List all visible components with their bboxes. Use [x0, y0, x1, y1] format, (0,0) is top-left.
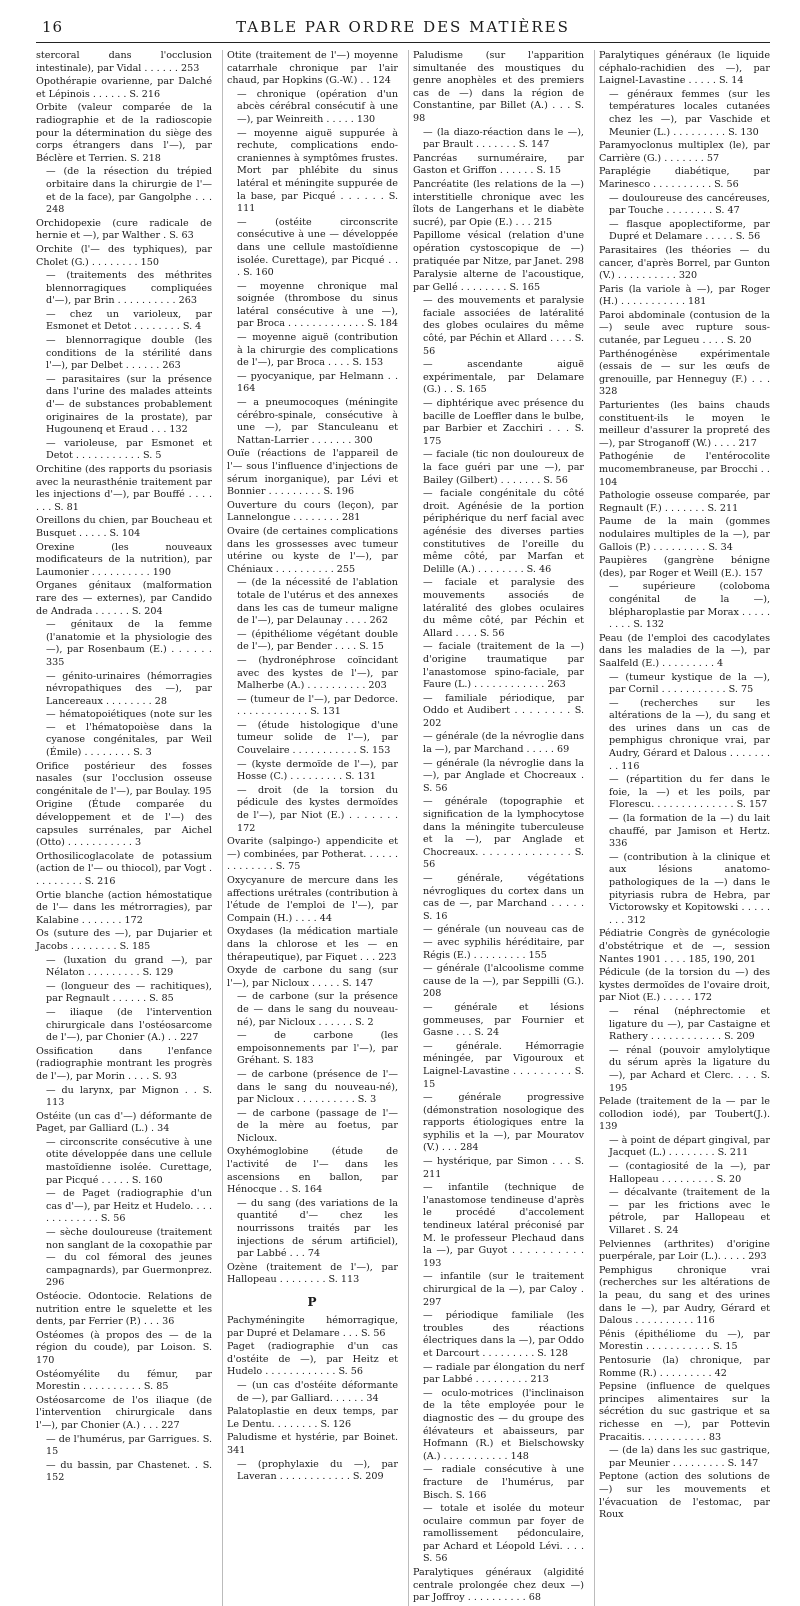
- index-subentry: — blennorragique double (les conditions de la stérilité dans l'—), par Delbet . . . . . . 263: [46, 335, 212, 372]
- index-entry: Palatoplastie en deux temps, par Le Dentu. . . . . . . . S. 126: [227, 1406, 398, 1430]
- index-entry: Paris (la variole à —), par Roger (H.) . . . . . . . . . . . 181: [599, 283, 770, 308]
- index-entry: Pepsine (influence de quelques principes alimentaires sur la sécrétion du suc gastrique et sa richesse en —), par Pottevin Pracaitis. . . . . . . . . . . 83: [599, 1381, 770, 1443]
- index-subentry: — sèche douloureuse (traitement non sanglant de la coxopathie par — du col fémoral des jeunes campagnards), par Guermonprez. 296: [46, 1227, 212, 1289]
- index-subentry: — de carbone (passage de l'— de la mère au foetus, par Nicloux.: [237, 1107, 398, 1144]
- index-subentry: — (recherches sur les altérations de la —), du sang et des urines dans un cas de pemphigus chronique vrai, par Audry, Gérard et Dalous . . . . . . . . . 116: [609, 697, 770, 772]
- index-subentry: — générale (un nouveau cas de — avec syphilis héréditaire, par Régis (E.) . . . . . . . . . 155: [423, 924, 584, 961]
- index-subentry: — hystérique, par Simon . . . S. 211: [423, 1156, 584, 1180]
- index-entry: Ovarite (salpingo-) appendicite et —) combinées, par Potherat. . . . . . . . . . . . . . S. 75: [227, 836, 398, 873]
- index-subentry: — faciale (tic non douloureux de la face guéri par une —), par Bailey (Gilbert) . . . . . . . S. 56: [423, 449, 584, 486]
- index-subentry: — générale et lésions gommeuses, par Fournier et Gasne . . . S. 24: [423, 1001, 584, 1039]
- index-entry: stercoral dans l'occlusion intestinale), par Vidal . . . . . . 253: [36, 50, 212, 74]
- index-subentry: — périodique familiale (les troubles des réactions électriques dans la —), par Oddo et Darcourt . . . . . . . . . S. 128: [423, 1310, 584, 1359]
- index-subentry: — (la formation de la —) du lait chauffé, par Jamison et Hertz. 336: [609, 813, 770, 850]
- index-entry: Pédicule (de la torsion du —) des kystes dermoïdes de l'ovaire droit, par Niot (E.) . . . . . 172: [599, 967, 770, 1004]
- index-entry: Organes génitaux (malformation rare des — externes), par Candido de Andrada . . . . . . S. 204: [36, 580, 212, 617]
- index-entry: Oreillons du chien, par Boucheau et Busquet . . . . . S. 104: [36, 515, 212, 539]
- index-subentry: — générale (topographie et signification de la lymphocytose dans la méningite tuberculeuse et la —), par Anglade et Chocreaux. . . . . . . . . . . . . . S. 56: [423, 796, 584, 871]
- index-entry: Pentosurie (la) chronique, par Romme (R.) . . . . . . . . . 42: [599, 1354, 770, 1379]
- index-subentry: — flasque apoplectiforme, par Dupré et Delamare . . . . . S. 56: [609, 218, 770, 243]
- index-entry: Paralytiques généraux (algidité centrale prolongée chez deux —) par Joffroy . . . . . . . . . . 68: [413, 1567, 584, 1604]
- index-subentry: — faciale (traitement de la —) d'origine traumatique par l'anastomose spino-faciale, par Faure (L.) . . . . . . . . . . . . 263: [423, 641, 584, 691]
- index-entry: Paludisme et hystérie, par Boinet. 341: [227, 1432, 398, 1456]
- index-subentry: — oculo-motrices (l'inclinaison de la tête employée pour le diagnostic des — du groupe des élévateurs et abaisseurs, par Hofmann (R.) et Bielschowsky (A.) . . . . . . . . . . . 148: [423, 1387, 584, 1462]
- index-entry: Pénis (épithéliome du —), par Morestin . . . . . . . . . . . S. 15: [599, 1328, 770, 1353]
- index-entry: Parthénogénèse expérimentale (essais de — sur les œufs de grenouille, par Henneguy (F.) . . . 328: [599, 348, 770, 398]
- index-columns: [36, 50, 770, 1604]
- index-subentry: — chez un varioleux, par Esmonet et Detot . . . . . . . . S. 4: [46, 308, 212, 333]
- index-subentry: — de carbone (présence de l'— dans le sang du nouveau-né), par Nicloux . . . . . . . . . . S. 3: [237, 1068, 398, 1106]
- index-subentry: — supérieure (coloboma congénital de la —), blépharoplastie par Morax . . . . . . . . . S. 132: [609, 581, 770, 631]
- index-subentry: — rénal (néphrectomie et ligature du —), par Castaigne et Rathery . . . . . . . . . . . . S. 209: [609, 1005, 770, 1043]
- index-subentry: — des mouvements et paralysie faciale associées de latéralité des globes oculaires du même côté, par Péchin et Allard . . . . S. 56: [423, 295, 584, 357]
- index-entry: Paludisme (sur l'apparition simultanée des moustiques du genre anophèles et des premiers cas de —) dans la région de Constantine, par Billet (A.) . . . S. 98: [413, 50, 584, 124]
- index-subentry: — ascendante aiguë expérimentale, par Delamare (G.) . . S. 165: [423, 359, 584, 396]
- page-title: TABLE PAR ORDRE DES MATIÈRES: [236, 18, 570, 36]
- index-subentry: — moyenne aiguë (contribution à la chirurgie des complications de l'—), par Broca . . . . S. 153: [237, 332, 398, 369]
- index-subentry: — radiale par élongation du nerf par Labbé . . . . . . . . . 213: [423, 1361, 584, 1386]
- index-entry: Pelviennes (arthrites) d'origine puerpérale, par Loir (L.). . . . . 293: [599, 1238, 770, 1263]
- index-subentry: — décalvante (traitement de la — par les frictions avec le pétrole, par Hallopeau et Villaret . S. 24: [609, 1187, 770, 1237]
- index-subentry: — moyenne chronique mal soignée (thrombose du sinus latéral consécutive à une —), par Broca . . . . . . . . . . . . . S. 184: [237, 280, 398, 330]
- index-subentry: — (un cas d'ostéite déformante de —), par Galliard. . . . . . 34: [237, 1379, 398, 1404]
- index-entry: Orexine (les nouveaux modificateurs de la nutrition), par Laumonier . . . . . . . . . . 190: [36, 541, 212, 578]
- index-entry: Paramyoclonus multiplex (le), par Carrière (G.) . . . . . . . 57: [599, 140, 770, 164]
- index-entry: Orifice postérieur des fosses nasales (sur l'occlusion osseuse congénitale de l'—), par Boulay. 195: [36, 760, 212, 797]
- index-subentry: — de carbone (les empoisonnements par l'—), par Gréhant. S. 183: [237, 1030, 398, 1067]
- index-subentry: — (étude histologique d'une tumeur solide de l'—), par Couvelaire . . . . . . . . . . . S. 153: [237, 719, 398, 757]
- index-subentry: — (tumeur kystique de la —), par Cornil . . . . . . . . . . . S. 75: [609, 671, 770, 696]
- index-entry: Pancréatite (les relations de la —) interstitielle chronique avec les îlots de Langerhans et le diabète sucré), par Opie (E.) . . . 215: [413, 178, 584, 228]
- index-subentry: — (de la résection du trépied orbitaire dans la chirurgie de l'— et de la face), par Gangolphe . . . 248: [46, 166, 212, 216]
- index-entry: Pédiatrie Congrès de gynécologie d'obstétrique et de —, session Nantes 1901 . . . . 185, 190, 201: [599, 928, 770, 965]
- index-entry: Orbite (valeur comparée de la radiographie et de la radioscopie pour la détermination du siège des corps étrangers dans l'—), par Béclère et Terrien. S. 218: [36, 102, 212, 164]
- index-subentry: — infantile (sur le traitement chirurgical de la —), par Caloy . 297: [423, 1271, 584, 1308]
- index-column-1: [36, 50, 212, 1606]
- index-subentry: — (tumeur de l'—), par Dedorce. . . . . . . . . . . . . S. 131: [237, 693, 398, 718]
- index-subentry: — (contribution à la clinique et aux lésions anatomo-pathologiques de la —) dans le pityriasis rubra de Hebra, par Victorowsky et Kopitowski . . . . . . . . 312: [609, 851, 770, 926]
- index-entry: Ostéomes (à propos des — de la région du coude), par Loison. S. 170: [36, 1329, 212, 1366]
- index-entry: Peau (de l'emploi des cacodylates dans les maladies de la —), par Saalfeld (E.) . . . . . . . . . 4: [599, 632, 770, 669]
- index-subentry: — génitaux de la femme (l'anatomie et la physiologie des —), par Rosenbaum (E.) . . . . . . 335: [46, 619, 212, 668]
- index-subentry: — du larynx, par Mignon . . S. 113: [46, 1084, 212, 1109]
- index-subentry: — générale (de la névroglie dans la —), par Marchand . . . . . 69: [423, 731, 584, 756]
- index-entry: Paralysie alterne de l'acoustique, par Gellé . . . . . . . . S. 165: [413, 269, 584, 293]
- index-subentry: — générale (la névroglie dans la —), par Anglade et Chocreaux . S. 56: [423, 757, 584, 794]
- index-entry: Peptone (action des solutions de —) sur les mouvements et l'évacuation de l'estomac, par Roux: [599, 1471, 770, 1521]
- index-subentry: — circonscrite consécutive à une otite développée dans une cellule mastoïdienne isolée. Curettage, par Picqué . . . . . S. 160: [46, 1136, 212, 1186]
- index-entry: Paralytiques généraux (le liquide céphalo-rachidien des —), par Laignel-Lavastine . . . . . S. 14: [599, 50, 770, 87]
- index-entry: Ouverture du cours (leçon), par Lannelongue . . . . . . . . 281: [227, 499, 398, 524]
- index-subentry: — de l'humérus, par Garrigues. S. 15: [46, 1433, 212, 1458]
- index-entry: Ostéosarcome de l'os iliaque (de l'intervention chirurgicale dans l'—), par Chonier (A.) . . . 227: [36, 1394, 212, 1431]
- index-subentry: — (la diazo-réaction dans le —), par Brault . . . . . . . S. 147: [423, 126, 584, 151]
- index-entry: Ozène (traitement de l'—), par Hallopeau . . . . . . . . S. 113: [227, 1261, 398, 1286]
- index-entry: Ortie blanche (action hémostatique de l'— dans les métrorragies), par Kalabine . . . . . . . 172: [36, 889, 212, 926]
- index-subentry: — de carbone (sur la présence de — dans le sang du nouveau-né), par Nicloux . . . . . . S. 2: [237, 991, 398, 1028]
- index-entry: Ostéite (un cas d'—) déformante de Paget, par Galliard (L.) . 34: [36, 1110, 212, 1135]
- index-column-3: [408, 50, 584, 1606]
- index-subentry: — (contagiosité de la —), par Hallopeau . . . . . . . . . S. 20: [609, 1161, 770, 1185]
- index-subentry: — (longueur des — rachitiques), par Regnault . . . . . . S. 85: [46, 980, 212, 1005]
- index-column-2: [222, 50, 398, 1606]
- index-subentry: — (prophylaxie du —), par Laveran . . . . . . . . . . . . S. 209: [237, 1458, 398, 1483]
- index-subentry: — douloureuse des cancéreuses, par Touche . . . . . . . . S. 47: [609, 192, 770, 217]
- index-subentry: — rénal (pouvoir amylolytique du sérum après la ligature du —), par Achard et Clerc. . . . S. 195: [609, 1044, 770, 1094]
- index-entry: Pemphigus chronique vrai (recherches sur les altérations de la peau, du sang et des urines dans le —), par Audry, Gérard et Dalous . . . . . . . . . . 116: [599, 1264, 770, 1327]
- page-number: 16: [42, 18, 64, 36]
- index-subentry: — (de la nécessité de l'ablation totale de l'utérus et des annexes dans les cas de tumeur maligne de l'—), par Delaunay . . . . 262: [237, 577, 398, 627]
- index-subentry: — diphtérique avec présence du bacille de Loeffler dans le bulbe, par Barbier et Zacchiri . . . S. 175: [423, 398, 584, 447]
- index-entry: Orchite (l'— des typhiques), par Cholet (G.) . . . . . . . . 150: [36, 243, 212, 268]
- index-subentry: — pyocyanique, par Helmann . . 164: [237, 370, 398, 395]
- index-subentry: — du sang (des variations de la quantité d'— chez les nourrissons traités par les injections de sérum artificiel), par Labbé . . . 74: [237, 1197, 398, 1260]
- index-subentry: — hématopoiétiques (note sur les — et l'hématopoièse dans la cyanose congénitales, par Weil (Émile) . . . . . . . . S. 3: [46, 709, 212, 759]
- index-subentry: — totale et isolée du moteur oculaire commun par foyer de ramollissement pédonculaire, par Achard et Léopold Lévi. . . . S. 56: [423, 1503, 584, 1565]
- index-entry: Pathogénie de l'entérocolite mucomembraneuse, par Brocchi . . 104: [599, 451, 770, 488]
- index-subentry: — radiale consécutive à une fracture de l'humérus, par Bisch. S. 166: [423, 1464, 584, 1501]
- index-entry: Ossification dans l'enfance (radiographie montrant les progrès de l'—), par Morin . . . . S. 93: [36, 1045, 212, 1082]
- index-entry: Pelade (traitement de la — par le collodion iodé), par Toubert(J.). 139: [599, 1096, 770, 1133]
- index-subentry: — (de la) dans les suc gastrique, par Meunier . . . . . . . . . S. 147: [609, 1445, 770, 1469]
- index-entry: Ostéomyélite du fémur, par Morestin . . . . . . . . . . S. 85: [36, 1368, 212, 1393]
- index-entry: Otite (traitement de l'—) moyenne catarrhale chronique par l'air chaud, par Hopkins (G.-W.) . . 124: [227, 50, 398, 87]
- index-subentry: — générale. Hémorragie méningée, par Vigouroux et Laignel-Lavastine . . . . . . . . . S. 15: [423, 1040, 584, 1090]
- index-entry: Oxyhémoglobine (étude de l'activité de l'— dans les ascensions en ballon, par Hénocque . . S. 164: [227, 1146, 398, 1196]
- index-subentry: — génito-urinaires (hémorragies névropathiques des —), par Lancereaux . . . . . . . . 28: [46, 670, 212, 707]
- index-subentry: — (ostéite circonscrite consécutive à une — développée dans une cellule mastoïdienne isolée. Curettage), par Picqué . . . S. 160: [237, 216, 398, 279]
- section-letter: P: [307, 1295, 318, 1309]
- index-entry: Ouïe (réactions de l'appareil de l'— sous l'influence d'injections de sérum inorganique), par Lévi et Bonnier . . . . . . . . . S. 196: [227, 448, 398, 498]
- index-subentry: — faciale congénitale du côté droit. Agénésie de la portion périphérique du nerf facial avec agénésie des diverses parties constitutives de l'oreille du même côté, par Marfan et Delille (A.) . . . . . . . . S. 46: [423, 488, 584, 575]
- index-subentry: — infantile (technique de l'anastomose tendineuse d'après le procédé d'accolement tendineux latéral préconisé par M. le professeur Plechaud dans la —), par Guyot . . . . . . . . . . 193: [423, 1182, 584, 1269]
- index-subentry: — parasitaires (sur la présence dans l'urine des malades atteints d'— de substances probablement originaires de la prostate), par Hugounenq et Eraud . . . 132: [46, 373, 212, 436]
- index-subentry: — varioleuse, par Esmonet et Detot . . . . . . . . . . . S. 5: [46, 437, 212, 462]
- index-entry: Orthosilicoglacolate de potassium (action de l'— ou thiocol), par Vogt . . . . . . . . . S. 216: [36, 850, 212, 887]
- index-subentry: — (répartition du fer dans le foie, la —) et les poils, par Florescu. . . . . . . . . . . . . . S. 157: [609, 774, 770, 811]
- index-entry: Paroi abdominale (contusion de la —) seule avec rupture sous-cutanée, par Legueu . . . . S. 20: [599, 309, 770, 347]
- index-subentry: — droit (de la torsion du pédicule des kystes dermoïdes de l'—), par Niot (E.) . . . . . . . 172: [237, 784, 398, 834]
- index-subentry: — iliaque (de l'intervention chirurgicale dans l'ostéosarcome de l'—), par Chonier (A.) . . 227: [46, 1006, 212, 1044]
- index-entry: Opothérapie ovarienne, par Dalché et Lépinois . . . . . . S. 216: [36, 76, 212, 100]
- index-entry: Oxyde de carbone du sang (sur l'—), par Nicloux . . . . . S. 147: [227, 965, 398, 989]
- index-entry: Paume de la main (gommes nodulaires multiples de la —), par Gallois (P.) . . . . . . . . . S. 34: [599, 516, 770, 553]
- index-subentry: — du bassin, par Chastenet. . S. 152: [46, 1459, 212, 1484]
- index-entry: Pachyméningite hémorragique, par Dupré et Delamare . . . S. 56: [227, 1315, 398, 1339]
- index-subentry: — faciale et paralysie des mouvements associés de latéralité des globes oculaires du même côté, par Péchin et Allard . . . . S. 56: [423, 577, 584, 639]
- index-subentry: — (traitements des méthrites blennorragiques compliquées d'—), par Brin . . . . . . . . . . 263: [46, 270, 212, 307]
- index-subentry: — familiale périodique, par Oddo et Audibert . . . . . . . . S. 202: [423, 692, 584, 729]
- index-entry: Orchidopexie (cure radicale de hernie et —), par Walther . S. 63: [36, 217, 212, 242]
- page-header: [36, 18, 770, 43]
- index-subentry: — générale progressive (démonstration nosologique des rapports étiologiques entre la syphilis et la —), par Mouratov (V.) . . . 284: [423, 1092, 584, 1154]
- index-subentry: — (kyste dermoïde de l'—), par Hosse (C.) . . . . . . . . . S. 131: [237, 758, 398, 783]
- index-entry: Orchitine (des rapports du psoriasis avec la neurasthénie traitement par les injections d'—), par Bouffé . . . . . . . S. 81: [36, 464, 212, 513]
- index-entry: Ovaire (de certaines complications dans les grossesses avec tumeur utérine ou kyste de l'—), par Chéniaux . . . . . . . . . . 255: [227, 525, 398, 575]
- index-subentry: — a pneumocoques (méningite cérébro-spinale, consécutive à une —), par Stanculeanu et Nattan-Larrier . . . . . . . 300: [237, 397, 398, 446]
- index-entry: Parturientes (les bains chauds constituent-ils le moyen le meilleur d'assurer la propreté des —), par Stroganoff (W.) . . . . 217: [599, 400, 770, 449]
- index-subentry: — chronique (opération d'un abcès cérébral consécutif à une —), par Weinreith . . . . . 130: [237, 88, 398, 125]
- index-entry: Papillome vésical (relation d'une opération cystoscopique de —) pratiquée par Nitze, par Janet. 298: [413, 230, 584, 267]
- index-subentry: — de Paget (radiographie d'un cas d'—), par Heitz et Hudelo. . . . . . . . . . . . . S. 56: [46, 1188, 212, 1225]
- index-entry: Paupières (gangrène bénigne (des), par Roger et Weill (E.). 157: [599, 555, 770, 579]
- index-subentry: — (épithéliome végétant double de l'—), par Bender . . . . S. 15: [237, 628, 398, 653]
- index-entry: Paget (radiographie d'un cas d'ostéite de —), par Heitz et Hudelo . . . . . . . . . . . . S. 56: [227, 1341, 398, 1378]
- index-entry: Paraplégie diabétique, par Marinesco . . . . . . . . . . S. 56: [599, 166, 770, 190]
- index-subentry: — à point de départ gingival, par Jacquet (L.) . . . . . . . . S. 211: [609, 1134, 770, 1159]
- index-entry: Oxydases (la médication martiale dans la chlorose et les — en thérapeutique), par Fiquet . . . 223: [227, 926, 398, 963]
- index-entry: Origine (Étude comparée du développement et de l'—) des capsules surrénales, par Aichel (Otto) . . . . . . . . . . . 3: [36, 799, 212, 849]
- index-entry: Pancréas surnuméraire, par Gaston et Griffon . . . . . . S. 15: [413, 152, 584, 177]
- index-subentry: — généraux femmes (sur les températures locales cutanées chez les —), par Vaschide et Meunier (L.) . . . . . . . . . S. 130: [609, 88, 770, 138]
- index-entry: Oxycyanure de mercure dans les affections urétrales (contribution à l'étude de l'emploi de l'—), par Compain (H.) . . . . 44: [227, 875, 398, 924]
- index-entry: Pathologie osseuse comparée, par Regnault (F.) . . . . . . . S. 211: [599, 490, 770, 514]
- index-subentry: — générale (l'alcoolisme comme cause de la —), par Seppilli (G.). 208: [423, 963, 584, 1000]
- index-entry: Ostéocie. Odontocie. Relations de nutrition entre le squelette et les dents, par Ferrier (P.) . . . 36: [36, 1291, 212, 1328]
- index-subentry: — (luxation du grand —), par Nélaton . . . . . . . . . S. 129: [46, 954, 212, 979]
- index-entry: Os (suture des —), par Dujarier et Jacobs . . . . . . . . S. 185: [36, 928, 212, 952]
- index-subentry: — moyenne aiguë suppurée à rechute, complications endo-craniennes à symptômes frustes. Mort par phlébite du sinus latéral et méningite suppurée de la base, par Picqué . . . . . . S. 111: [237, 127, 398, 215]
- index-entry: Parasitaires (les théories — du cancer, d'après Borrel, par Gunton (V.) . . . . . . . . . . 320: [599, 244, 770, 282]
- index-subentry: — générale, végétations névrogliques du cortex dans un cas de —, par Marchand . . . . . S. 16: [423, 873, 584, 922]
- index-column-4: [594, 50, 770, 1606]
- index-subentry: — (hydronéphrose coïncidant avec des kystes de l'—), par Malherbe (A.) . . . . . . . . . . 203: [237, 654, 398, 692]
